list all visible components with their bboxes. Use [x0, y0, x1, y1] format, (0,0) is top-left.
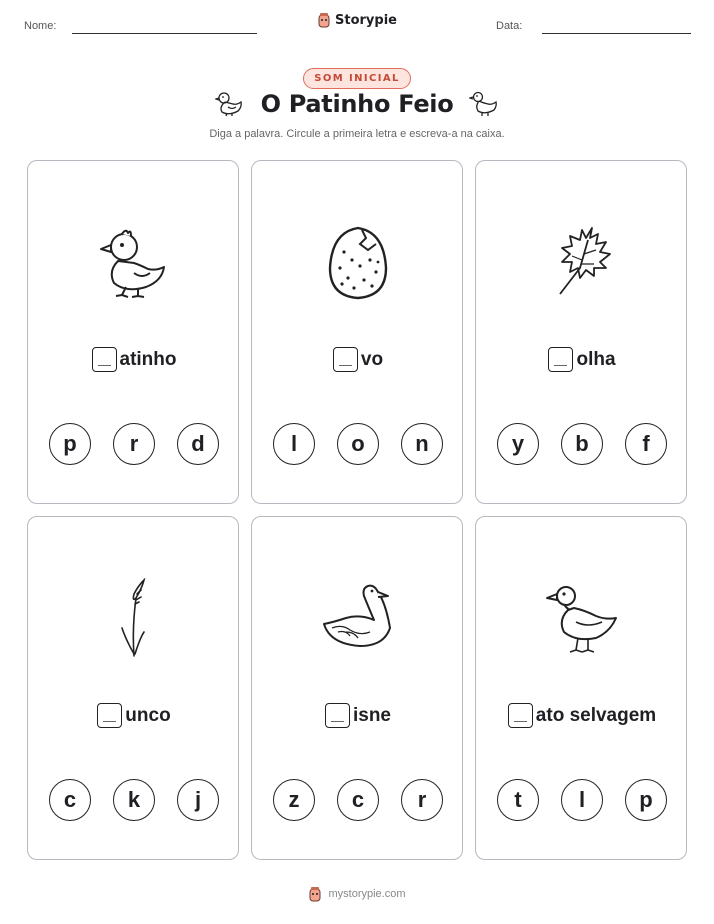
letter-choice[interactable]: l — [561, 779, 603, 821]
answer-box[interactable] — [508, 703, 533, 728]
word-rest: olha — [576, 348, 616, 370]
answer-box[interactable] — [325, 703, 350, 728]
answer-box[interactable] — [548, 347, 573, 372]
word-row — [476, 703, 688, 728]
duckling-icon — [28, 217, 240, 307]
reed-icon — [28, 573, 240, 663]
letter-choice[interactable]: y — [497, 423, 539, 465]
activity-card — [27, 516, 239, 860]
word-rest: vo — [360, 348, 384, 370]
letter-choice[interactable]: p — [49, 423, 91, 465]
answer-box[interactable] — [333, 347, 358, 372]
letter-choice[interactable]: j — [177, 779, 219, 821]
letter-choice[interactable]: r — [401, 779, 443, 821]
word-row — [28, 347, 240, 372]
letter-choices — [28, 779, 240, 821]
letter-choice[interactable]: b — [561, 423, 603, 465]
date-line[interactable] — [542, 33, 691, 34]
date-label: Data: — [496, 20, 523, 32]
letter-choices — [28, 423, 240, 465]
letter-choices — [252, 779, 464, 821]
section-tag: SOM INICIAL — [303, 68, 411, 89]
activity-card — [475, 160, 687, 504]
letter-choice[interactable]: c — [337, 779, 379, 821]
swan-icon — [252, 573, 464, 663]
name-label: Nome: — [24, 20, 57, 32]
footer-url[interactable]: mystorypie.com — [328, 888, 406, 900]
activity-card — [27, 160, 239, 504]
activity-card — [251, 160, 463, 504]
footer — [0, 886, 714, 902]
word-rest: unco — [125, 704, 171, 726]
letter-choices — [476, 779, 688, 821]
word-rest: atinho — [119, 348, 177, 370]
letter-choice[interactable]: n — [401, 423, 443, 465]
letter-choice[interactable]: l — [273, 423, 315, 465]
word-row — [28, 703, 240, 728]
duckling-right-icon — [469, 91, 499, 117]
letter-choice[interactable]: t — [497, 779, 539, 821]
word-row — [476, 347, 688, 372]
letter-choices — [476, 423, 688, 465]
letter-choice[interactable]: r — [113, 423, 155, 465]
duckling-left-icon — [215, 91, 245, 117]
page-title: O Patinho Feio — [260, 90, 454, 118]
letter-choices — [252, 423, 464, 465]
storypie-logo-icon — [308, 886, 322, 902]
activity-card — [251, 516, 463, 860]
cracked-egg-icon — [252, 217, 464, 307]
word-row — [252, 347, 464, 372]
activity-card — [475, 516, 687, 860]
word-rest: ato selvagem — [535, 704, 657, 726]
instructions: Diga a palavra. Circule a primeira letra e escreva-a na caixa. — [209, 128, 505, 140]
word-rest: isne — [352, 704, 392, 726]
letter-choice[interactable]: k — [113, 779, 155, 821]
letter-choice[interactable]: c — [49, 779, 91, 821]
wild-duck-icon — [476, 573, 688, 663]
answer-box[interactable] — [97, 703, 122, 728]
letter-choice[interactable]: o — [337, 423, 379, 465]
letter-choice[interactable]: p — [625, 779, 667, 821]
letter-choice[interactable]: d — [177, 423, 219, 465]
leaf-icon — [476, 217, 688, 307]
letter-choice[interactable]: f — [625, 423, 667, 465]
answer-box[interactable] — [92, 347, 117, 372]
brand-logo — [0, 12, 714, 32]
brand-name: Storypie — [335, 12, 397, 28]
storypie-logo-icon — [317, 12, 331, 28]
word-row — [252, 703, 464, 728]
letter-choice[interactable]: z — [273, 779, 315, 821]
name-line[interactable] — [72, 33, 257, 34]
